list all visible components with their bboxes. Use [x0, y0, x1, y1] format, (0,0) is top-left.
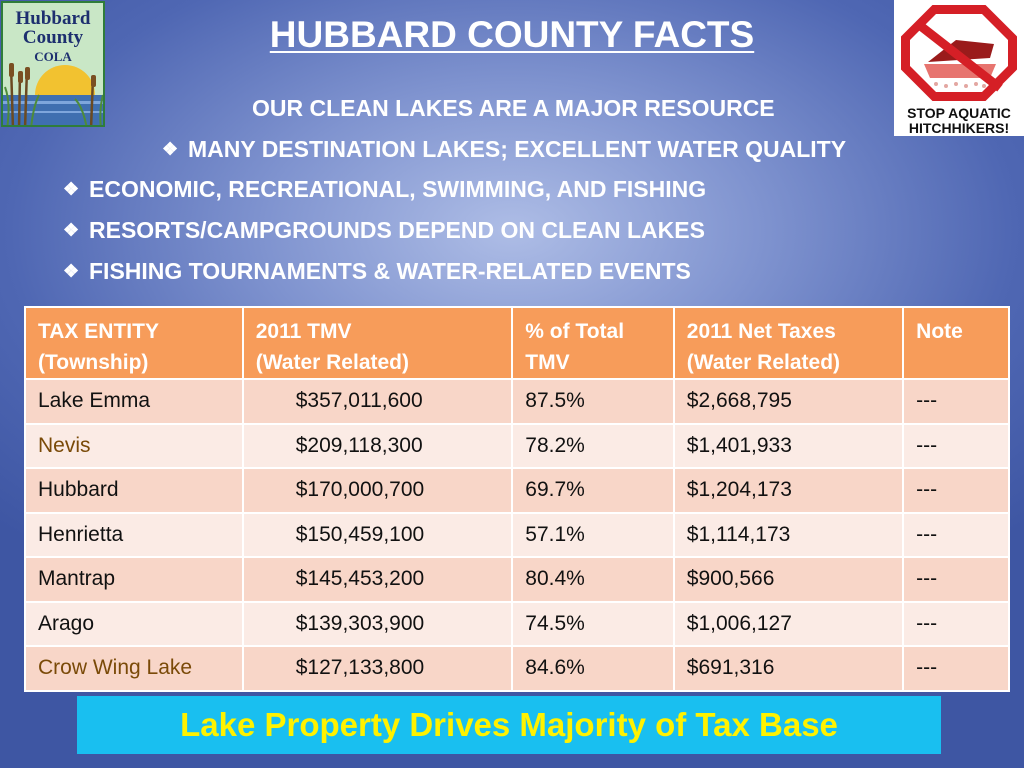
cell-entity: Mantrap	[25, 557, 243, 602]
header-tax-entity: TAX ENTITY (Township)	[25, 307, 243, 379]
table-row	[25, 646, 1009, 691]
diamond-bullet-icon: ❖	[63, 261, 80, 281]
cell-entity: Arago	[25, 602, 243, 647]
cell-percent: 57.1%	[512, 513, 674, 558]
stop-sign-icon	[894, 0, 1024, 104]
table-row	[25, 468, 1009, 513]
table-row	[25, 379, 1009, 424]
cell-tmv: $150,459,100	[243, 513, 513, 558]
tax-base-banner: Lake Property Drives Majority of Tax Base	[77, 696, 941, 754]
bullet-item	[63, 258, 691, 285]
cell-entity: Crow Wing Lake	[25, 646, 243, 691]
cell-percent: 78.2%	[512, 424, 674, 469]
cell-note: ---	[903, 513, 1009, 558]
logo-line-1: Hubbard	[15, 8, 91, 29]
table-row	[25, 602, 1009, 647]
cell-entity: Nevis	[25, 424, 243, 469]
table-row	[25, 557, 1009, 602]
cell-tmv: $145,453,200	[243, 557, 513, 602]
table-row	[25, 513, 1009, 558]
tax-table	[24, 306, 1010, 692]
cell-net-taxes: $1,114,173	[674, 513, 903, 558]
logo-line-3: COLA	[34, 49, 72, 64]
header-2011-tmv: 2011 TMV (Water Related)	[243, 307, 513, 379]
cell-net-taxes: $1,401,933	[674, 424, 903, 469]
sign-text-line-2: HITCHHIKERS!	[908, 120, 1010, 136]
cell-percent: 84.6%	[512, 646, 674, 691]
bullet-item	[162, 136, 846, 163]
cell-entity: Henrietta	[25, 513, 243, 558]
cell-entity: Lake Emma	[25, 379, 243, 424]
cell-tmv: $127,133,800	[243, 646, 513, 691]
cell-entity: Hubbard	[25, 468, 243, 513]
cell-net-taxes: $2,668,795	[674, 379, 903, 424]
header-percent-total-tmv: % of Total TMV	[512, 307, 674, 379]
cell-percent: 80.4%	[512, 557, 674, 602]
bullet-text: MANY DESTINATION LAKES; EXCELLENT WATER QUALITY	[188, 136, 847, 162]
header-2011-net-taxes: 2011 Net Taxes (Water Related)	[674, 307, 903, 379]
bullet-item	[63, 217, 705, 244]
cell-net-taxes: $1,204,173	[674, 468, 903, 513]
bullet-text: FISHING TOURNAMENTS & WATER-RELATED EVENTS	[89, 258, 691, 284]
resource-subheading: OUR CLEAN LAKES ARE A MAJOR RESOURCE	[252, 95, 775, 121]
cell-note: ---	[903, 468, 1009, 513]
header-note: Note	[903, 307, 1009, 379]
diamond-bullet-icon: ❖	[63, 220, 80, 240]
cell-note: ---	[903, 379, 1009, 424]
cell-percent: 69.7%	[512, 468, 674, 513]
cell-net-taxes: $691,316	[674, 646, 903, 691]
bullet-text: RESORTS/CAMPGROUNDS DEPEND ON CLEAN LAKES	[89, 217, 705, 243]
cell-note: ---	[903, 557, 1009, 602]
bullet-item	[63, 176, 706, 203]
diamond-bullet-icon: ❖	[63, 179, 80, 199]
cell-tmv: $139,303,900	[243, 602, 513, 647]
cell-percent: 87.5%	[512, 379, 674, 424]
table-header-row	[25, 307, 1009, 379]
cell-tmv: $209,118,300	[243, 424, 513, 469]
cell-note: ---	[903, 424, 1009, 469]
diamond-bullet-icon: ❖	[162, 139, 179, 159]
cell-net-taxes: $900,566	[674, 557, 903, 602]
cell-tmv: $170,000,700	[243, 468, 513, 513]
table-row	[25, 424, 1009, 469]
cell-note: ---	[903, 602, 1009, 647]
sign-text-line-1: STOP AQUATIC	[907, 105, 1011, 121]
stop-aquatic-hitchhikers-logo	[894, 0, 1024, 136]
logo-line-2: County	[22, 27, 84, 48]
bullet-text: ECONOMIC, RECREATIONAL, SWIMMING, AND FISHING	[89, 176, 707, 202]
cell-note: ---	[903, 646, 1009, 691]
page-title: HUBBARD COUNTY FACTS	[269, 14, 755, 55]
cell-tmv: $357,011,600	[243, 379, 513, 424]
cell-net-taxes: $1,006,127	[674, 602, 903, 647]
cell-percent: 74.5%	[512, 602, 674, 647]
